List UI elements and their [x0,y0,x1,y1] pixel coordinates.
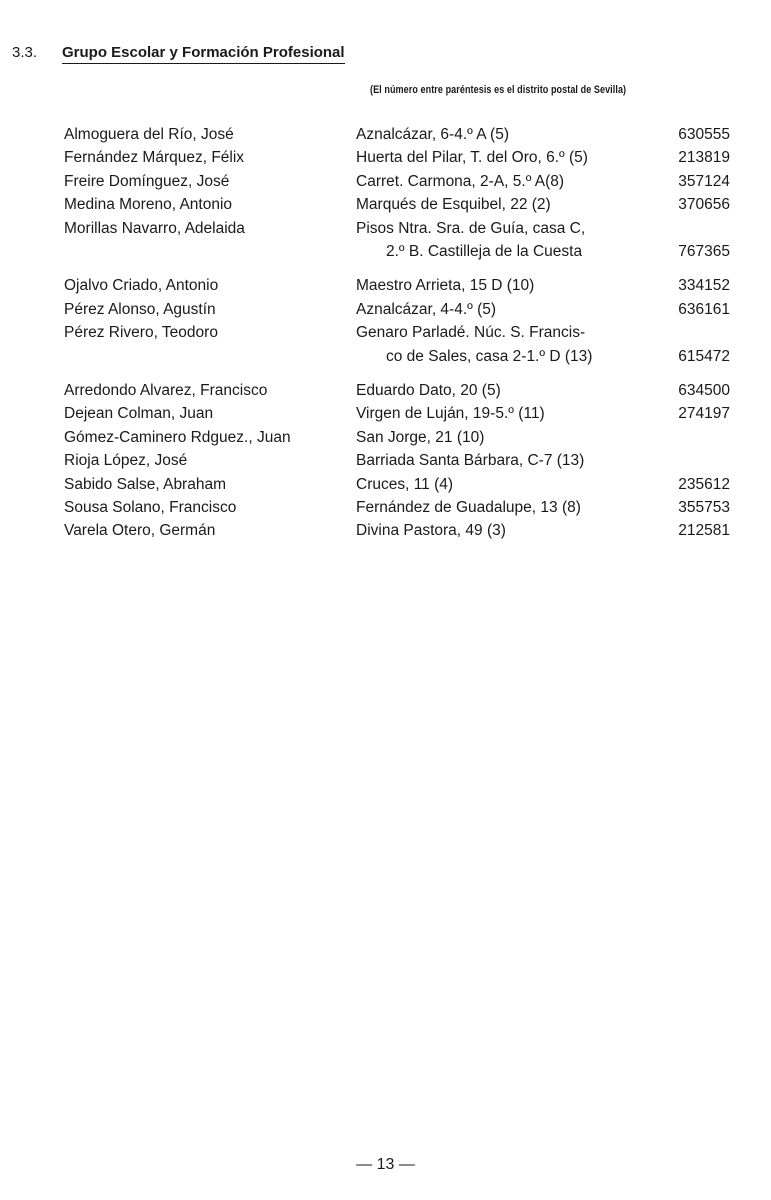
entry-name: Fernández Márquez, Félix [64,149,245,167]
entry-phone: 615472 [678,347,730,365]
entry-name: Pérez Alonso, Agustín [64,300,216,318]
entry-address: Huerta del Pilar, T. del Oro, 6.º (5) [356,149,588,167]
entry-phone: 274197 [678,405,730,423]
entry-phone: 357124 [678,172,730,190]
entry-phone: 235612 [678,475,730,493]
entry-address: Carret. Carmona, 2-A, 5.º A(8) [356,172,565,190]
entry-name: Morillas Navarro, Adelaida [64,219,245,237]
entry-address: Virgen de Luján, 19-5.º (11) [356,405,545,423]
section-number: 3.3. [12,44,38,61]
entry-address: Barriada Santa Bárbara, C-7 (13) [356,452,585,470]
entry-phone: 370656 [678,196,730,214]
entry-name: Ojalvo Criado, Antonio [64,277,219,295]
entry-address: Marqués de Esquibel, 22 (2) [356,196,551,214]
entry-address-continued: 2.º B. Castilleja de la Cuesta [386,242,583,260]
entry-name: Dejean Colman, Juan [64,405,214,423]
entry-name: Almoguera del Río, José [64,126,234,143]
entry-address: Pisos Ntra. Sra. de Guía, casa C, [356,219,586,237]
entry-phone: 355753 [678,499,730,516]
entry-name: Freire Domínguez, José [64,172,230,190]
postal-district-note: (El número entre paréntesis es el distrito postal de Sevilla) [370,84,627,96]
entry-name: Varela Otero, Germán [64,522,216,540]
entry-phone: 212581 [678,522,730,540]
entry-phone: 213819 [678,149,730,167]
entry-name: Sabido Salse, Abraham [64,475,226,493]
entry-name: Arredondo Alvarez, Francisco [64,382,268,399]
entry-address: Genaro Parladé. Núc. S. Francis- [356,324,586,342]
entry-address: Eduardo Dato, 20 (5) [356,382,501,399]
entry-address: Aznalcázar, 4-4.º (5) [356,300,497,318]
entry-name: Medina Moreno, Antonio [64,196,233,214]
entry-phone: 634500 [678,382,730,399]
page-number: — 13 — [356,1156,415,1173]
entry-address: San Jorge, 21 (10) [356,428,485,446]
entry-name: Sousa Solano, Francisco [64,499,237,516]
section-heading [12,44,345,61]
entry-address-continued: co de Sales, casa 2-1.º D (13) [386,347,593,365]
entry-phone: 334152 [678,277,730,295]
entry-address: Cruces, 11 (4) [356,475,454,493]
entry-address: Aznalcázar, 6-4.º A (5) [356,126,509,143]
entry-address: Maestro Arrieta, 15 D (10) [356,277,535,295]
entry-name: Pérez Rivero, Teodoro [64,324,218,342]
entry-address: Divina Pastora, 49 (3) [356,522,506,540]
entry-name: Gómez-Caminero Rdguez., Juan [64,428,291,446]
entry-phone: 767365 [678,242,730,260]
entry-address: Fernández de Guadalupe, 13 (8) [356,499,581,516]
entry-phone: 636161 [678,300,730,318]
entry-name: Rioja López, José [64,452,188,470]
section-title: Grupo Escolar y Formación Profesional [62,44,345,64]
entry-phone: 630555 [678,126,730,143]
